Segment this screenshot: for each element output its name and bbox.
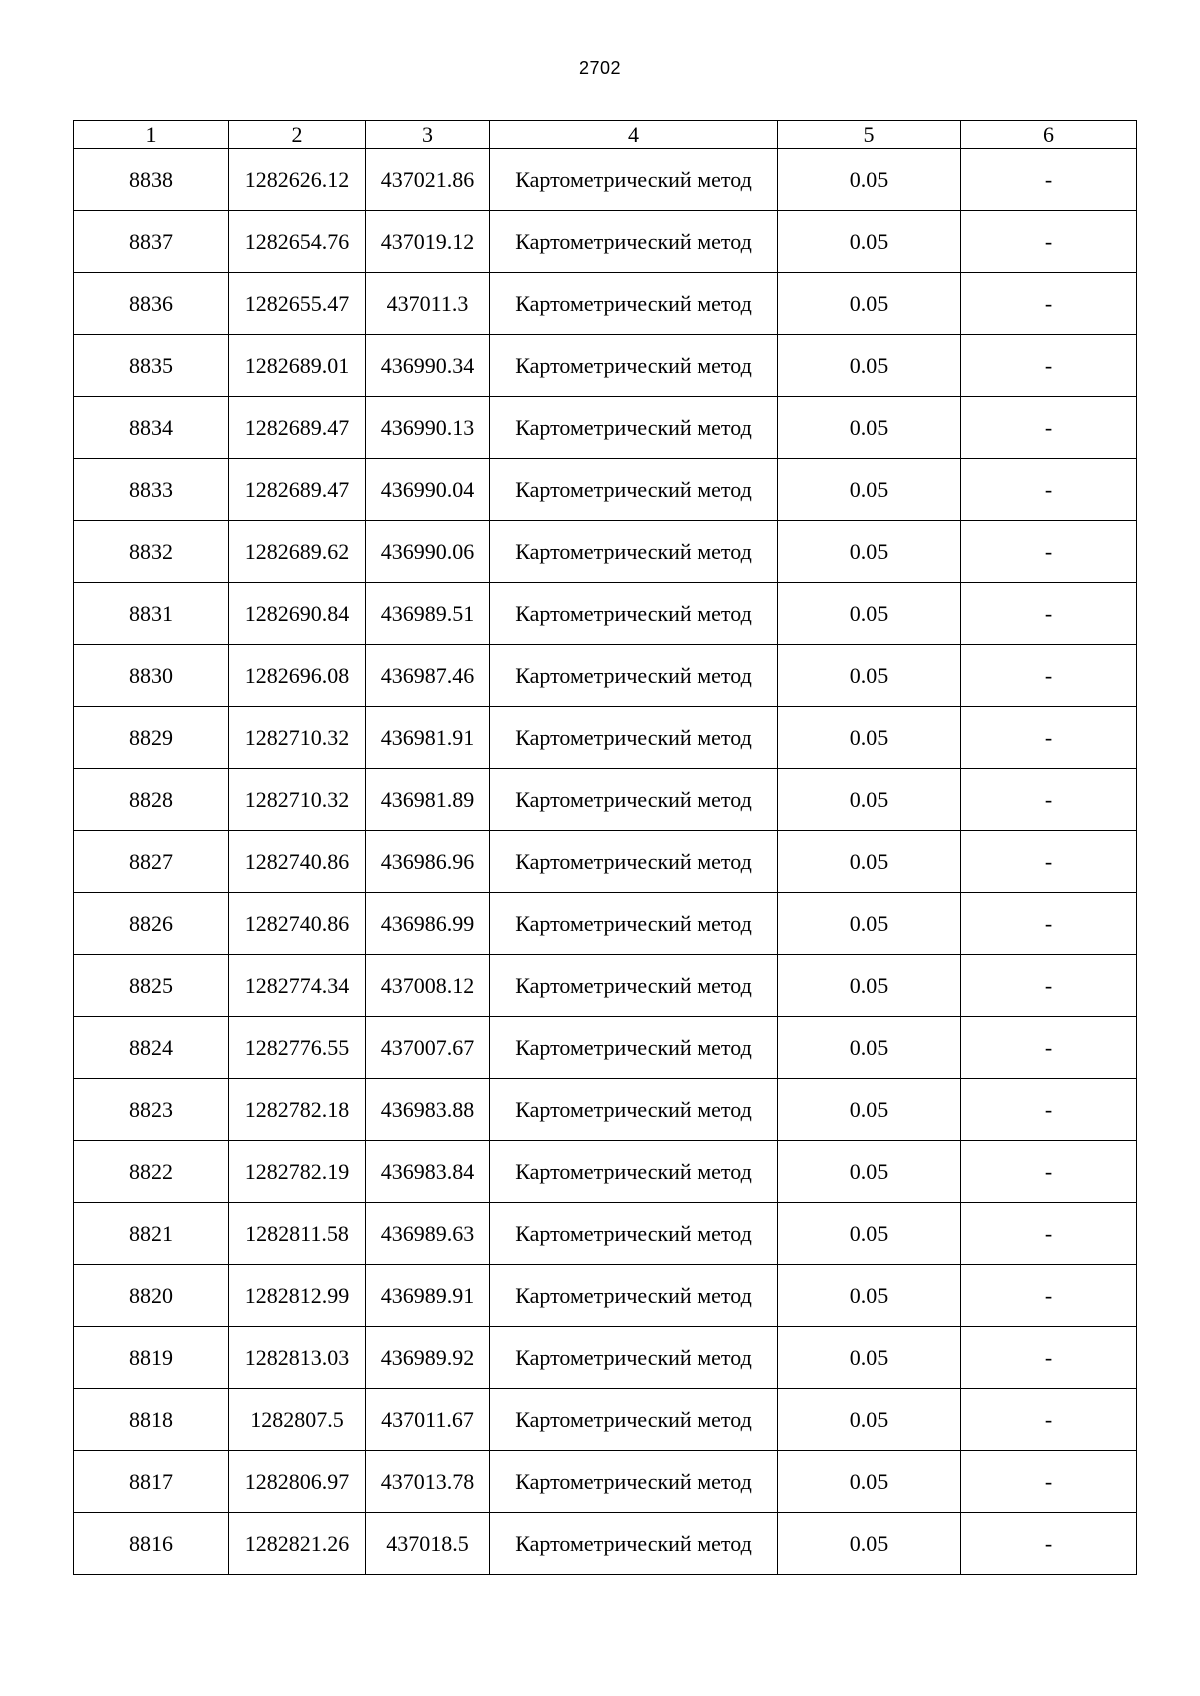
cell-coord-x: 1282696.08 — [229, 645, 366, 707]
cell-precision: 0.05 — [778, 1451, 961, 1513]
cell-point-number: 8834 — [74, 397, 229, 459]
table-row — [74, 335, 1137, 397]
cell-method: Картометрический метод — [490, 583, 778, 645]
cell-point-number: 8831 — [74, 583, 229, 645]
cell-note: - — [961, 583, 1137, 645]
cell-method: Картометрический метод — [490, 273, 778, 335]
cell-method: Картометрический метод — [490, 769, 778, 831]
cell-note: - — [961, 149, 1137, 211]
table-row — [74, 1079, 1137, 1141]
cell-coord-y: 436990.04 — [366, 459, 490, 521]
cell-note: - — [961, 769, 1137, 831]
cell-precision: 0.05 — [778, 955, 961, 1017]
cell-point-number: 8817 — [74, 1451, 229, 1513]
cell-method: Картометрический метод — [490, 459, 778, 521]
cell-note: - — [961, 1265, 1137, 1327]
table-header — [74, 121, 1137, 149]
page-number: 2702 — [578, 58, 622, 78]
cell-note: - — [961, 1017, 1137, 1079]
cell-point-number: 8818 — [74, 1389, 229, 1451]
cell-method: Картометрический метод — [490, 1327, 778, 1389]
cell-method: Картометрический метод — [490, 1203, 778, 1265]
cell-point-number: 8816 — [74, 1513, 229, 1575]
cell-coord-y: 436989.63 — [366, 1203, 490, 1265]
table-row — [74, 583, 1137, 645]
cell-note: - — [961, 831, 1137, 893]
cell-coord-x: 1282710.32 — [229, 769, 366, 831]
cell-coord-x: 1282690.84 — [229, 583, 366, 645]
cell-note: - — [961, 1513, 1137, 1575]
cell-coord-x: 1282821.26 — [229, 1513, 366, 1575]
cell-coord-x: 1282655.47 — [229, 273, 366, 335]
cell-point-number: 8830 — [74, 645, 229, 707]
cell-method: Картометрический метод — [490, 1017, 778, 1079]
cell-point-number: 8838 — [74, 149, 229, 211]
cell-precision: 0.05 — [778, 707, 961, 769]
table-row — [74, 1203, 1137, 1265]
cell-point-number: 8822 — [74, 1141, 229, 1203]
table-row — [74, 1513, 1137, 1575]
cell-method: Картометрический метод — [490, 955, 778, 1017]
cell-note: - — [961, 645, 1137, 707]
cell-method: Картометрический метод — [490, 645, 778, 707]
table-body — [74, 149, 1137, 1575]
cell-coord-y: 437021.86 — [366, 149, 490, 211]
cell-precision: 0.05 — [778, 1265, 961, 1327]
cell-method: Картометрический метод — [490, 831, 778, 893]
cell-coord-y: 437018.5 — [366, 1513, 490, 1575]
cell-precision: 0.05 — [778, 1327, 961, 1389]
cell-coord-x: 1282774.34 — [229, 955, 366, 1017]
table-row — [74, 521, 1137, 583]
cell-coord-x: 1282689.01 — [229, 335, 366, 397]
cell-coord-y: 437013.78 — [366, 1451, 490, 1513]
cell-note: - — [961, 1203, 1137, 1265]
cell-method: Картометрический метод — [490, 893, 778, 955]
cell-coord-x: 1282806.97 — [229, 1451, 366, 1513]
cell-note: - — [961, 1141, 1137, 1203]
table-row — [74, 893, 1137, 955]
cell-coord-y: 436983.84 — [366, 1141, 490, 1203]
cell-coord-y: 436983.88 — [366, 1079, 490, 1141]
column-header-2: 2 — [229, 121, 366, 149]
cell-coord-x: 1282654.76 — [229, 211, 366, 273]
cell-point-number: 8820 — [74, 1265, 229, 1327]
cell-method: Картометрический метод — [490, 1141, 778, 1203]
cell-point-number: 8819 — [74, 1327, 229, 1389]
cell-note: - — [961, 1079, 1137, 1141]
table-row — [74, 1389, 1137, 1451]
cell-precision: 0.05 — [778, 583, 961, 645]
cell-method: Картометрический метод — [490, 521, 778, 583]
cell-point-number: 8829 — [74, 707, 229, 769]
cell-coord-y: 436987.46 — [366, 645, 490, 707]
cell-coord-y: 436990.06 — [366, 521, 490, 583]
cell-point-number: 8835 — [74, 335, 229, 397]
table-row — [74, 149, 1137, 211]
cell-note: - — [961, 955, 1137, 1017]
cell-precision: 0.05 — [778, 1017, 961, 1079]
cell-precision: 0.05 — [778, 769, 961, 831]
cell-precision: 0.05 — [778, 273, 961, 335]
cell-coord-x: 1282689.47 — [229, 397, 366, 459]
cell-coord-y: 437007.67 — [366, 1017, 490, 1079]
cell-method: Картометрический метод — [490, 1451, 778, 1513]
cell-precision: 0.05 — [778, 831, 961, 893]
cell-precision: 0.05 — [778, 1141, 961, 1203]
table-row — [74, 645, 1137, 707]
cell-coord-y: 437011.3 — [366, 273, 490, 335]
header-row — [74, 121, 1137, 149]
cell-note: - — [961, 521, 1137, 583]
cell-point-number: 8824 — [74, 1017, 229, 1079]
cell-coord-x: 1282710.32 — [229, 707, 366, 769]
cell-precision: 0.05 — [778, 335, 961, 397]
cell-method: Картометрический метод — [490, 149, 778, 211]
cell-method: Картометрический метод — [490, 1265, 778, 1327]
cell-coord-x: 1282811.58 — [229, 1203, 366, 1265]
cell-coord-y: 437019.12 — [366, 211, 490, 273]
cell-coord-x: 1282740.86 — [229, 831, 366, 893]
cell-coord-y: 436981.89 — [366, 769, 490, 831]
table-row — [74, 1265, 1137, 1327]
cell-precision: 0.05 — [778, 397, 961, 459]
table-row — [74, 831, 1137, 893]
table-row — [74, 459, 1137, 521]
cell-method: Картометрический метод — [490, 335, 778, 397]
column-header-4: 4 — [490, 121, 778, 149]
cell-method: Картометрический метод — [490, 1513, 778, 1575]
table-row — [74, 1017, 1137, 1079]
table-row — [74, 397, 1137, 459]
cell-precision: 0.05 — [778, 1079, 961, 1141]
cell-note: - — [961, 273, 1137, 335]
coordinates-table — [73, 120, 1137, 1575]
cell-coord-y: 436990.13 — [366, 397, 490, 459]
cell-note: - — [961, 397, 1137, 459]
cell-coord-y: 436990.34 — [366, 335, 490, 397]
cell-note: - — [961, 707, 1137, 769]
cell-point-number: 8823 — [74, 1079, 229, 1141]
cell-point-number: 8821 — [74, 1203, 229, 1265]
cell-point-number: 8826 — [74, 893, 229, 955]
cell-coord-y: 436986.99 — [366, 893, 490, 955]
cell-method: Картометрический метод — [490, 1389, 778, 1451]
table-row — [74, 769, 1137, 831]
cell-coord-y: 436989.51 — [366, 583, 490, 645]
cell-precision: 0.05 — [778, 521, 961, 583]
table-row — [74, 1451, 1137, 1513]
cell-coord-y: 436986.96 — [366, 831, 490, 893]
table-row — [74, 955, 1137, 1017]
cell-coord-x: 1282807.5 — [229, 1389, 366, 1451]
table-row — [74, 1327, 1137, 1389]
cell-point-number: 8837 — [74, 211, 229, 273]
cell-point-number: 8828 — [74, 769, 229, 831]
cell-coord-x: 1282740.86 — [229, 893, 366, 955]
column-header-3: 3 — [366, 121, 490, 149]
cell-coord-x: 1282782.19 — [229, 1141, 366, 1203]
table-row — [74, 1141, 1137, 1203]
cell-point-number: 8825 — [74, 955, 229, 1017]
cell-precision: 0.05 — [778, 1389, 961, 1451]
cell-method: Картометрический метод — [490, 211, 778, 273]
column-header-1: 1 — [74, 121, 229, 149]
cell-point-number: 8827 — [74, 831, 229, 893]
cell-note: - — [961, 1389, 1137, 1451]
cell-precision: 0.05 — [778, 893, 961, 955]
cell-point-number: 8832 — [74, 521, 229, 583]
cell-coord-x: 1282813.03 — [229, 1327, 366, 1389]
cell-note: - — [961, 459, 1137, 521]
cell-precision: 0.05 — [778, 149, 961, 211]
cell-point-number: 8836 — [74, 273, 229, 335]
cell-coord-x: 1282689.47 — [229, 459, 366, 521]
cell-coord-y: 436989.92 — [366, 1327, 490, 1389]
cell-coord-y: 437008.12 — [366, 955, 490, 1017]
cell-note: - — [961, 893, 1137, 955]
cell-method: Картометрический метод — [490, 1079, 778, 1141]
cell-note: - — [961, 1327, 1137, 1389]
cell-method: Картометрический метод — [490, 707, 778, 769]
cell-precision: 0.05 — [778, 645, 961, 707]
cell-coord-y: 436981.91 — [366, 707, 490, 769]
cell-precision: 0.05 — [778, 1203, 961, 1265]
cell-coord-x: 1282782.18 — [229, 1079, 366, 1141]
cell-note: - — [961, 335, 1137, 397]
column-header-5: 5 — [778, 121, 961, 149]
table-row — [74, 273, 1137, 335]
cell-coord-y: 436989.91 — [366, 1265, 490, 1327]
cell-method: Картометрический метод — [490, 397, 778, 459]
cell-note: - — [961, 211, 1137, 273]
cell-coord-x: 1282812.99 — [229, 1265, 366, 1327]
cell-coord-y: 437011.67 — [366, 1389, 490, 1451]
cell-coord-x: 1282776.55 — [229, 1017, 366, 1079]
cell-precision: 0.05 — [778, 211, 961, 273]
cell-coord-x: 1282689.62 — [229, 521, 366, 583]
table-row — [74, 211, 1137, 273]
table-row — [74, 707, 1137, 769]
cell-coord-x: 1282626.12 — [229, 149, 366, 211]
cell-precision: 0.05 — [778, 1513, 961, 1575]
cell-precision: 0.05 — [778, 459, 961, 521]
cell-point-number: 8833 — [74, 459, 229, 521]
column-header-6: 6 — [961, 121, 1137, 149]
cell-note: - — [961, 1451, 1137, 1513]
